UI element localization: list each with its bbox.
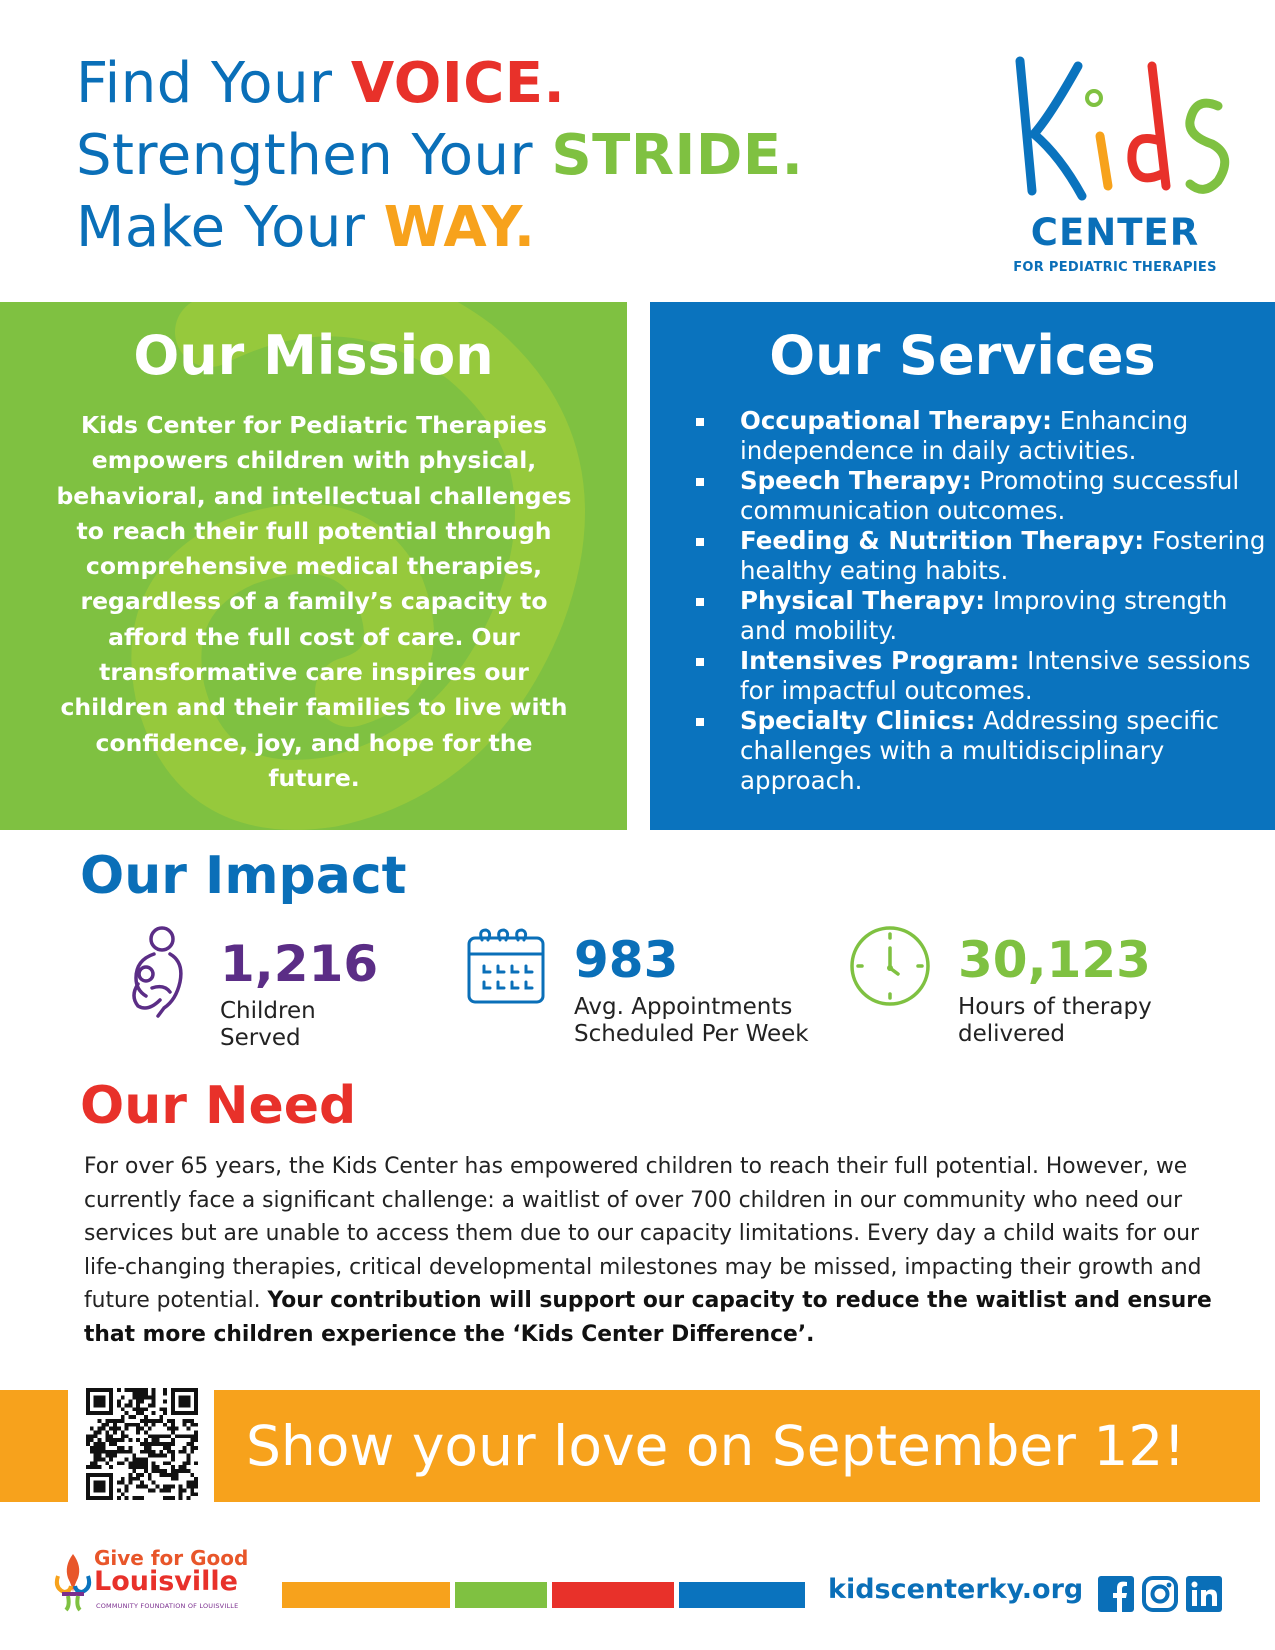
logo-subtitle: FOR PEDIATRIC THERAPIES xyxy=(1013,260,1217,275)
bullet-icon xyxy=(696,598,704,606)
stat-children-label-2: Served xyxy=(220,1025,301,1051)
fleur-de-lis-icon xyxy=(54,1552,92,1612)
mission-panel xyxy=(0,302,627,830)
stat-hours-label-2: delivered xyxy=(958,1021,1065,1047)
parent-child-icon xyxy=(124,926,190,1018)
services-panel xyxy=(650,302,1275,830)
color-bar-green xyxy=(455,1582,547,1608)
services-list xyxy=(696,406,1266,796)
headline xyxy=(76,48,803,264)
gfg-line-2: Louisville xyxy=(94,1566,238,1597)
service-item: Occupational Therapy: Enhancing independence in daily activities. xyxy=(696,406,1266,466)
qr-code-icon[interactable] xyxy=(86,1388,198,1500)
stat-appointments-value: 983 xyxy=(574,931,679,989)
stat-hours-label-1: Hours of therapy xyxy=(958,994,1152,1020)
stat-children-value: 1,216 xyxy=(220,935,379,993)
clock-icon xyxy=(848,924,932,1008)
need-text: For over 65 years, the Kids Center has empowered children to reach their full potential. However, we currently face a significant challenge: a waitlist of over 700 children in our community who need our services but are unable to access them due to our capacity limitations. Every day a child waits for our life-changing therapies, critical developmental milestones may be missed, impacting their growth and future potential. Your contribution will support our capacity to reduce the waitlist and ensure that more children experience the ‘Kids Center Difference’. xyxy=(84,1154,1212,1347)
impact-title: Our Impact xyxy=(80,846,407,906)
instagram-icon[interactable] xyxy=(1142,1576,1178,1612)
color-bar-orange xyxy=(282,1582,450,1608)
stat-hours-value: 30,123 xyxy=(958,931,1151,989)
logo-center-text: CENTER xyxy=(1030,211,1200,254)
need-bold-text: Your contribution will support our capacity to reduce the waitlist and ensure that more children experience the ‘Kids Center Difference’. xyxy=(84,1288,1212,1347)
headline-line-2: Strengthen Your STRIDE. xyxy=(76,123,804,188)
services-title: Our Services xyxy=(769,324,1156,387)
need-title: Our Need xyxy=(80,1076,357,1136)
stat-children-label-1: Children xyxy=(220,998,316,1024)
headline-line-1: Find Your VOICE. xyxy=(76,51,566,116)
gfg-line-3: COMMUNITY FOUNDATION OF LOUISVILLE xyxy=(96,1602,239,1610)
color-bar-blue xyxy=(679,1582,805,1608)
mission-text: Kids Center for Pediatric Therapies empowers children with physical, behavioral, and intellectual challenges to reach their full potential through comprehensive medical therapies, regardless of a family’s capacity to afford the full cost of care. Our transformative care inspires our children and their families to live with confidence, joy, and hope for the future. xyxy=(56,411,572,792)
give-for-good-logo xyxy=(54,1546,264,1616)
facebook-icon[interactable] xyxy=(1098,1576,1134,1612)
headline-line-3: Make Your WAY. xyxy=(76,195,536,260)
service-item: Physical Therapy: Improving strength and mobility. xyxy=(696,586,1266,646)
kids-center-logo xyxy=(990,36,1240,286)
bullet-icon xyxy=(696,718,704,726)
service-item: Feeding & Nutrition Therapy: Fostering healthy eating habits. xyxy=(696,526,1266,586)
website-link[interactable]: kidscenterky.org xyxy=(828,1574,1084,1605)
stat-appointments-label-1: Avg. Appointments xyxy=(574,994,793,1020)
calendar-icon xyxy=(466,926,546,1006)
headline-stride: STRIDE. xyxy=(551,123,804,188)
service-item: Speech Therapy: Promoting successful communication outcomes. xyxy=(696,466,1266,526)
headline-way: WAY. xyxy=(383,195,536,260)
bullet-icon xyxy=(696,658,704,666)
headline-voice: VOICE. xyxy=(350,51,566,116)
service-item: Intensives Program: Intensive sessions for impactful outcomes. xyxy=(696,646,1266,706)
color-bar-red xyxy=(552,1582,674,1608)
service-item: Specialty Clinics: Addressing specific challenges with a multidisciplinary approach. xyxy=(696,706,1266,796)
linkedin-icon[interactable] xyxy=(1186,1576,1222,1612)
cta-banner-text: Show your love on September 12! xyxy=(246,1414,1186,1478)
bullet-icon xyxy=(696,478,704,486)
bullet-icon xyxy=(696,538,704,546)
bullet-icon xyxy=(696,418,704,426)
gfg-line-1: Give for Good xyxy=(94,1546,249,1570)
stat-appointments-label-2: Scheduled Per Week xyxy=(574,1021,809,1047)
mission-title: Our Mission xyxy=(133,324,494,387)
kids-logo-mark xyxy=(990,36,1240,211)
